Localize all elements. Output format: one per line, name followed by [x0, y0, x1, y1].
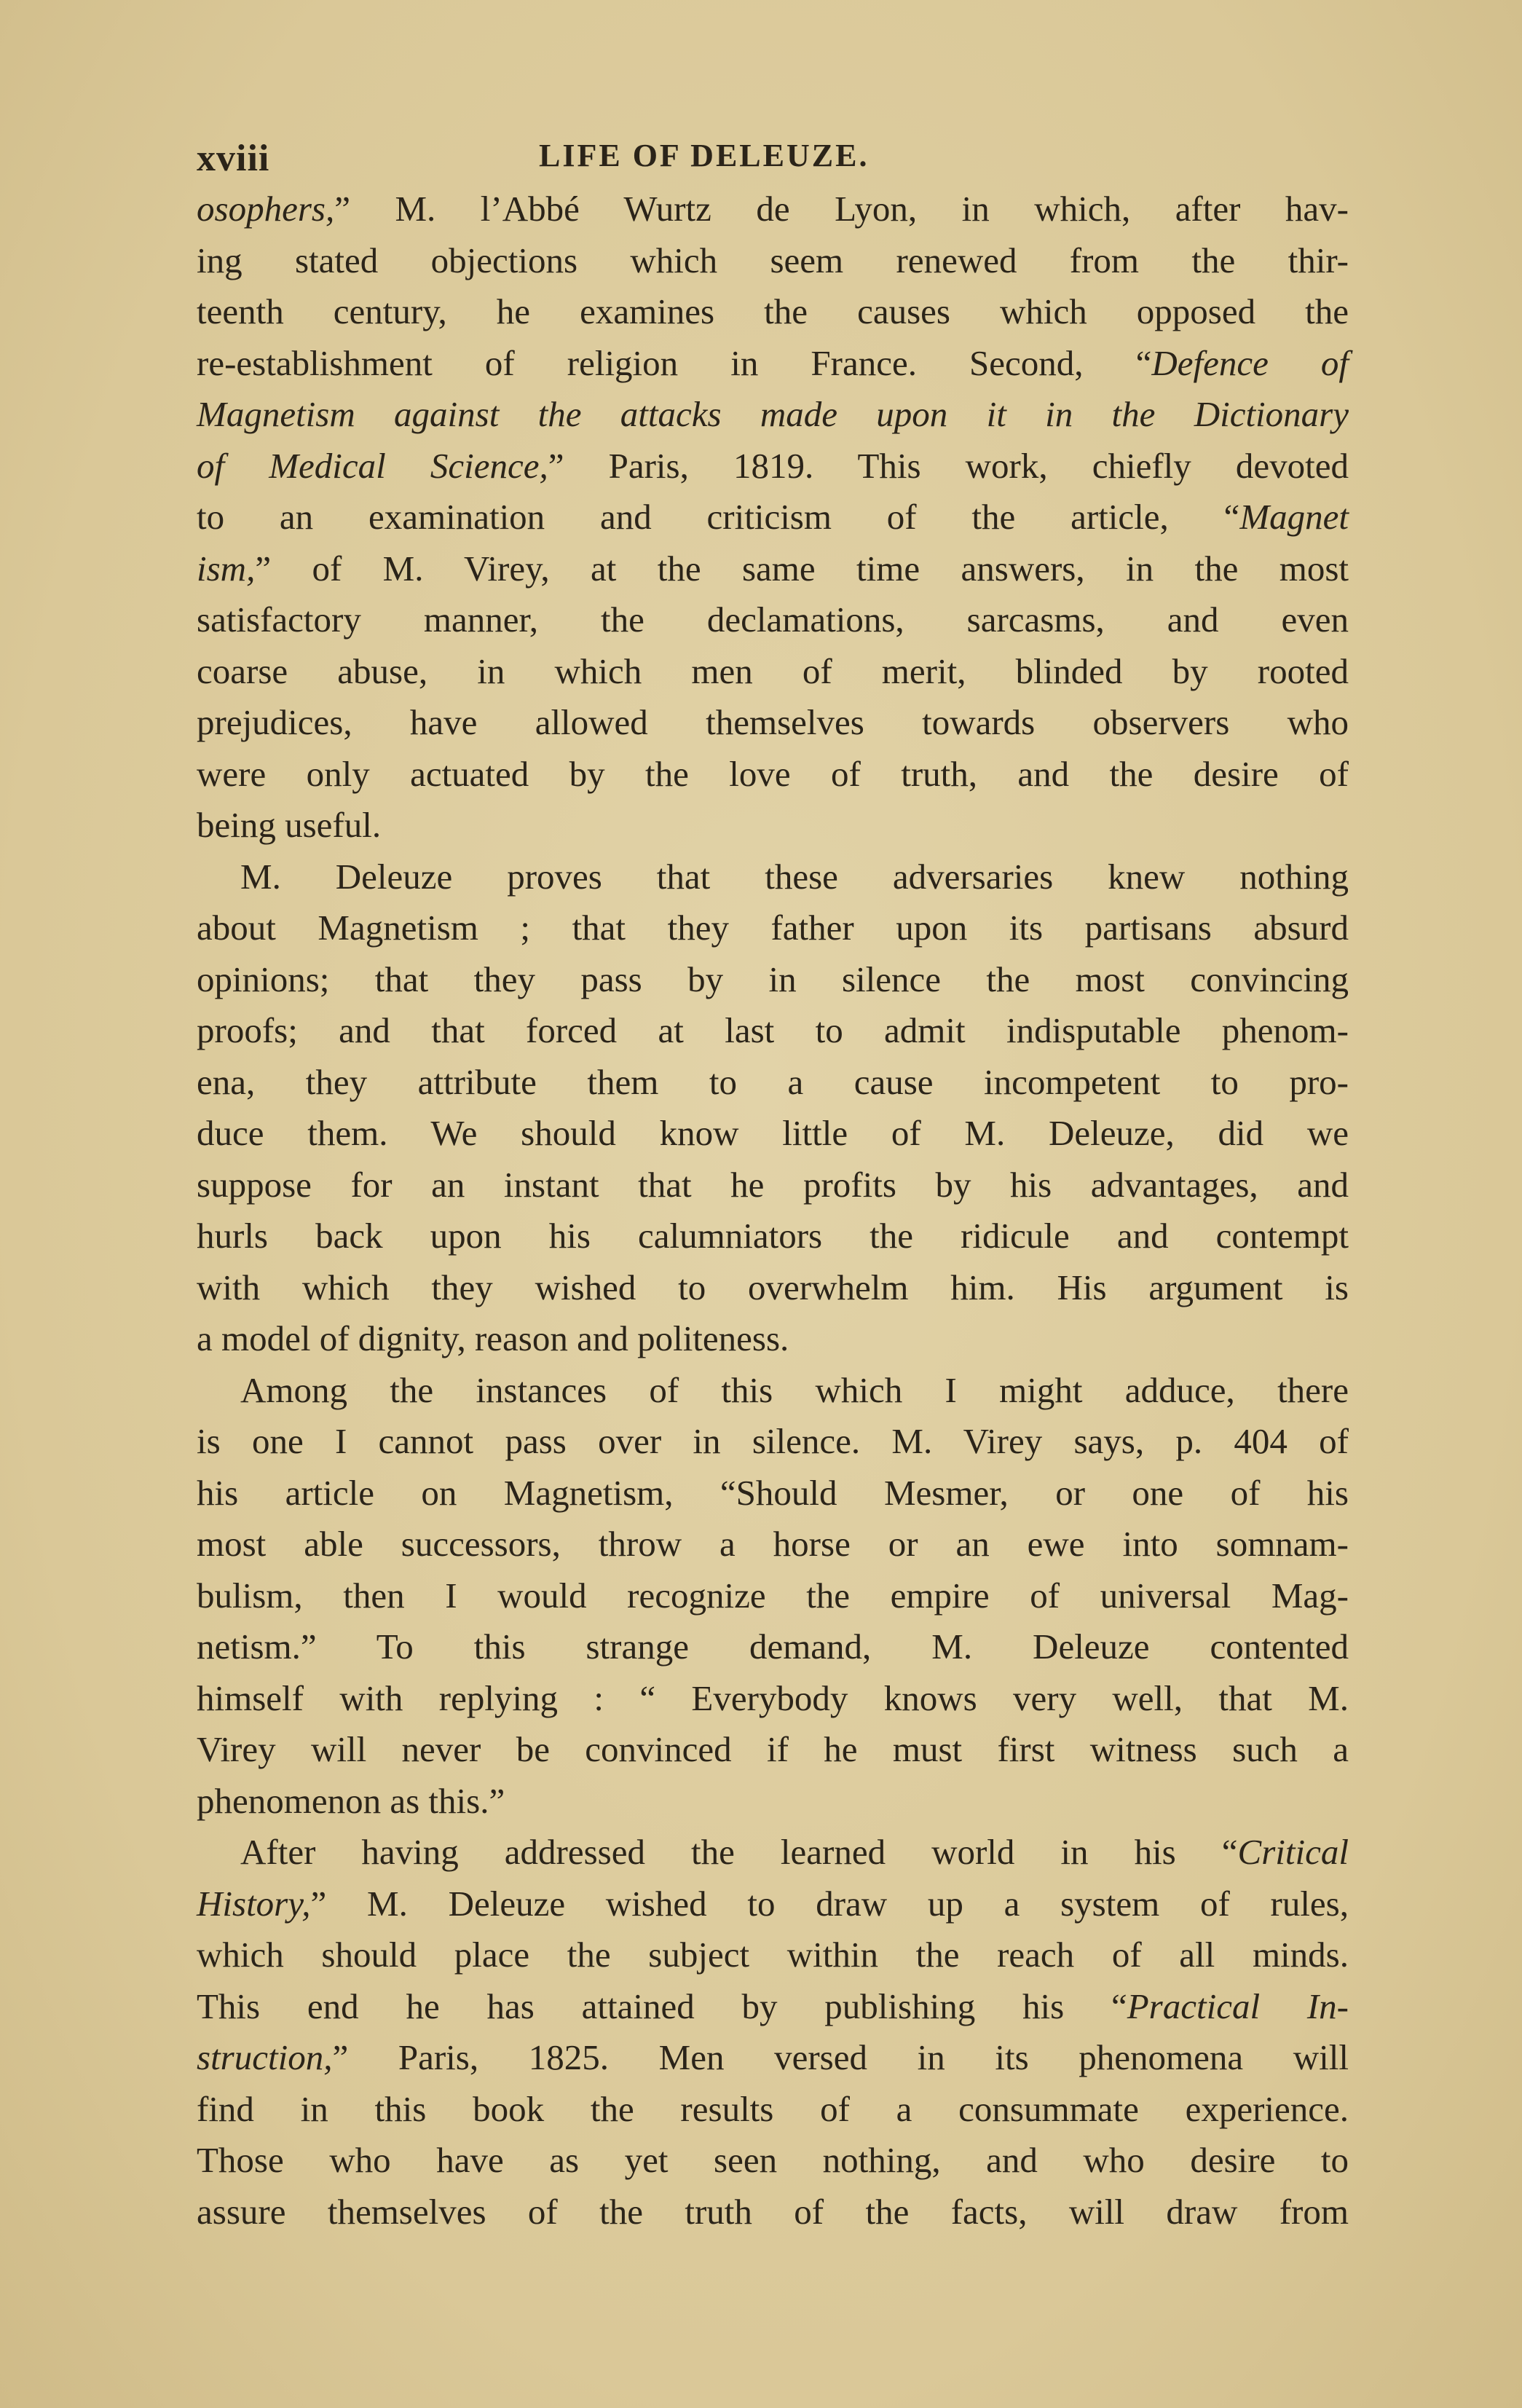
italic-title-text: osophers,	[197, 189, 335, 229]
line-text: a model of dignity, reason and politeness.	[197, 1318, 789, 1358]
text-line	[197, 2135, 1349, 2187]
text-line	[197, 646, 1349, 698]
running-title: LIFE OF DELEUZE.	[539, 138, 870, 173]
line-text: prejudices, have allowed themselves towards observers who	[197, 702, 1349, 742]
text-line	[197, 594, 1349, 646]
line-text: M. Deleuze proves that these adversaries knew nothing	[240, 856, 1349, 897]
text-line	[197, 1108, 1349, 1160]
line-text: which should place the subject within the reach of all minds.	[197, 1935, 1349, 1975]
text-line	[197, 2032, 1349, 2084]
line-text: ” M. l’Abbé Wurtz de Lyon, in which, after hav-	[334, 189, 1349, 229]
text-line	[197, 1570, 1349, 1622]
line-text: assure themselves of the truth of the facts, will draw from	[197, 2191, 1349, 2232]
line-text: duce them. We should know little of M. Deleuze, did we	[197, 1113, 1349, 1153]
page-header	[197, 137, 1349, 188]
line-text: After having addressed the learned world in his “	[240, 1832, 1238, 1872]
text-line	[197, 1621, 1349, 1673]
text-line	[197, 338, 1349, 390]
italic-title-text: of Medical Science,	[197, 445, 548, 486]
italic-title-text: ism,	[197, 548, 256, 589]
italic-title-text: Defence of	[1151, 342, 1349, 383]
line-text: ” Paris, 1819. This work, chiefly devoted	[548, 445, 1349, 486]
text-line	[197, 1416, 1349, 1468]
body-text	[197, 184, 1349, 2238]
text-line	[197, 1057, 1349, 1109]
text-line	[197, 1211, 1349, 1262]
line-text: about Magnetism ; that they father upon its partisans absurd	[197, 908, 1349, 948]
text-line	[197, 1468, 1349, 1519]
line-text: Among the instances of this which I might adduce, there	[240, 1369, 1349, 1410]
line-text: ” Paris, 1825. Men versed in its phenomena will	[332, 2037, 1349, 2077]
italic-title-text: Critical	[1237, 1832, 1349, 1872]
text-line	[197, 1262, 1349, 1314]
line-text: opinions; that they pass by in silence the most convincing	[197, 959, 1349, 999]
page-number: xviii	[197, 138, 270, 179]
text-line	[197, 902, 1349, 954]
line-text: hurls back upon his calumniators the ridicule and contempt	[197, 1216, 1349, 1256]
text-line	[197, 389, 1349, 441]
italic-title-text: Magnetism against the attacks made upon it in the Dictionary	[197, 394, 1349, 434]
italic-title-text: History,	[197, 1883, 311, 1924]
line-text: phenomenon as this.”	[197, 1780, 505, 1821]
line-text: satisfactory manner, the declamations, sarcasms, and even	[197, 599, 1349, 640]
italic-title-text: struction,	[197, 2037, 333, 2077]
line-text: find in this book the results of a consummate experience.	[197, 2088, 1349, 2129]
text-line	[197, 954, 1349, 1006]
text-line	[197, 543, 1349, 595]
text-line	[197, 441, 1349, 492]
line-text: with which they wished to overwhelm him. His argument is	[197, 1267, 1349, 1307]
text-line	[197, 2187, 1349, 2238]
line-text: proofs; and that forced at last to admit indisputable phenom-	[197, 1010, 1349, 1050]
line-text: to an examination and criticism of the article, “	[197, 497, 1240, 537]
text-line	[197, 1313, 1349, 1365]
line-text: Those who have as yet seen nothing, and who desire to	[197, 2140, 1349, 2180]
line-text: his article on Magnetism, “Should Mesmer, or one of his	[197, 1472, 1349, 1513]
text-line	[197, 492, 1349, 543]
line-text: Virey will never be convinced if he must first witness such a	[197, 1729, 1349, 1769]
line-text: ena, they attribute them to a cause incompetent to pro-	[197, 1061, 1349, 1102]
line-text: ” of M. Virey, at the same time answers, in the most	[255, 548, 1349, 589]
text-line	[197, 749, 1349, 800]
line-text: most able successors, throw a horse or an ewe into somnam-	[197, 1524, 1349, 1564]
text-line	[197, 1981, 1349, 2033]
text-line	[197, 1878, 1349, 1930]
line-text: suppose for an instant that he profits by his advantages, and	[197, 1164, 1349, 1205]
line-text: coarse abuse, in which men of merit, blinded by rooted	[197, 650, 1349, 691]
text-line	[197, 1519, 1349, 1570]
line-text: ing stated objections which seem renewed from the thir-	[197, 240, 1349, 280]
text-line	[197, 1005, 1349, 1057]
italic-title-text: Practical In-	[1127, 1986, 1349, 2026]
line-text: ” M. Deleuze wished to draw up a system of rules,	[310, 1883, 1349, 1924]
text-line	[197, 1776, 1349, 1827]
text-line	[197, 1929, 1349, 1981]
line-text: being useful.	[197, 805, 382, 845]
line-text: re-establishment of religion in France. Second, “	[197, 342, 1152, 383]
italic-title-text: Magnet	[1239, 497, 1349, 537]
text-line	[197, 851, 1349, 903]
line-text: bulism, then I would recognize the empire of universal Mag-	[197, 1575, 1349, 1616]
text-line	[197, 184, 1349, 235]
line-text: This end he has attained by publishing his “	[197, 1986, 1127, 2026]
text-line	[197, 697, 1349, 749]
text-line	[197, 286, 1349, 338]
text-line	[197, 1827, 1349, 1878]
text-line	[197, 1160, 1349, 1211]
text-line	[197, 2084, 1349, 2136]
line-text: teenth century, he examines the causes which opposed the	[197, 291, 1349, 331]
line-text: were only actuated by the love of truth, and the desire of	[197, 753, 1349, 794]
text-line	[197, 235, 1349, 287]
line-text: himself with replying : “ Everybody knows very well, that M.	[197, 1677, 1349, 1718]
text-line	[197, 1673, 1349, 1725]
text-line	[197, 800, 1349, 851]
line-text: is one I cannot pass over in silence. M. Virey says, p. 404 of	[197, 1421, 1349, 1461]
text-line	[197, 1365, 1349, 1417]
line-text: netism.” To this strange demand, M. Deleuze contented	[197, 1626, 1349, 1667]
text-line	[197, 1724, 1349, 1776]
